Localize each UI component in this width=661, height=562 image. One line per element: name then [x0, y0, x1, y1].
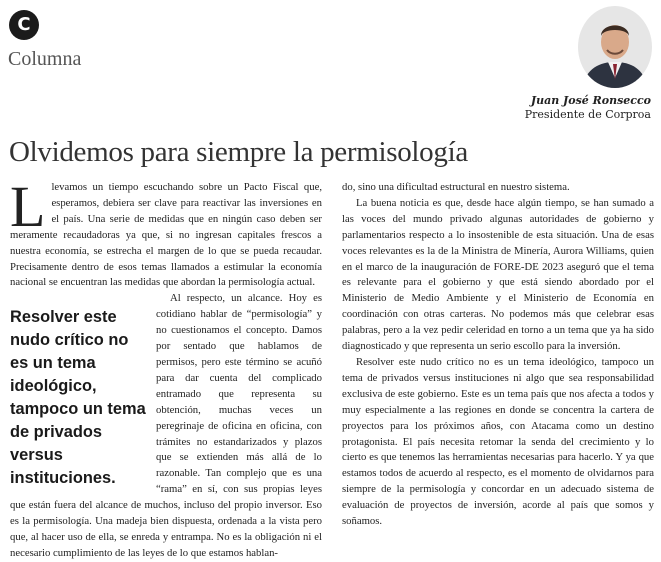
article-column-2 — [342, 180, 654, 536]
paragraph — [10, 174, 322, 291]
pull-quote: Resolver este nudo crítico no es un tema ideológico, tampoco un tema de privados versus instituciones. — [10, 308, 146, 488]
column-badge: C — [9, 10, 39, 40]
author-name: Juan José Ronsecco — [530, 94, 651, 107]
section-label: Columna — [8, 48, 82, 70]
author-role: Presidente de Corproa — [524, 108, 651, 121]
paragraph: Resolver este nudo crítico no es un tema ideológico, tampoco un tema de privados versus instituciones ni algo que sea responsabilidad exclusiva de este gobierno. Este es un tema país que nos afecta a todos y muy especialmente a las regiones en donde se concentra la cartera de proyectos para los próximos años, con Atacama como un destino protagonista. El país necesita retomar la senda del crecimiento y lo cierto es que tenemos las herramientas necesarias para hacerlo. Y ya que estamos todos de acuerdo al respecto, es el momento de olvidarnos para siempre de la permisología y concordar en un adecuado sistema de evaluación de proyectos de inversión, acorde al país que somos y soñamos. — [342, 355, 654, 528]
drop-cap: L — [10, 174, 46, 239]
paragraph: Al respecto, un alcance. Hoy es cotidiano hablar de “permisología” y no cuestionamos el concepto. Damos por sentado que hablamos de permisos, pero este término se acuñó para dar cuenta del complicado entramado que representa su obtención, muchas veces un peregrinaje de oficina en oficina, con trámites no estandarizados y plazos que se extienden más allá de lo razonable. Tan complejo que es una “rama” en sí, con sus propias leyes que están fuera del alcance de muchos, incluso del propio inversor. Eso es la permisología. Una madeja bien dispuesta, ordenada a la vista pero que, al hacer uso de ella, se enreda y entrampa. No es la obligación ni el necesario cumplimiento de las leyes de lo que estamos hablan- — [10, 292, 322, 559]
paragraph-text: levamos un tiempo escuchando sobre un Pacto Fiscal que, esperamos, debiera ser clave para reactivar las inversiones en el país. Una serie de medidas que en ningún caso deben ser meramente recaudadoras ya que, si no ingresan capitales frescos a nuestra economía, se estrecha el margen de lo que se pueda recaudar. Precisamente dentro de esos temas llamados a estimular la economía nacional se encuentran las medidas que abordan la permisología actual. — [10, 181, 322, 289]
paragraph: do, sino una dificultad estructural en nuestro sistema. — [342, 181, 570, 193]
author-photo — [578, 6, 652, 88]
author-byline — [525, 94, 651, 122]
paragraph: La buena noticia es que, desde hace algún tiempo, se han sumado a las voces del mundo privado algunas autoridades de gobierno y parlamentarios respecto a lo insostenible de esta situación. Una de esas voces relevantes es la de la Ministra de Minería, Aurora Williams, quien en el marco de la inauguración de FORE-DE 2023 aseguró que el tema es relevante para el gobierno y que está siendo abordado por el Ministerio de Medio Ambiente y el Ministerio de Economía en coordinación con otras carteras. No podemos más que celebrar esas palabras, pero a la vez pedir celeridad en torno a un tema que ya ha sido diagnosticado y que representa un serio escollo para la inversión. — [342, 196, 654, 353]
article-headline: Olvidemos para siempre la permisología — [9, 136, 468, 168]
author-portrait-icon — [578, 6, 652, 88]
article-column-1 — [10, 174, 322, 559]
